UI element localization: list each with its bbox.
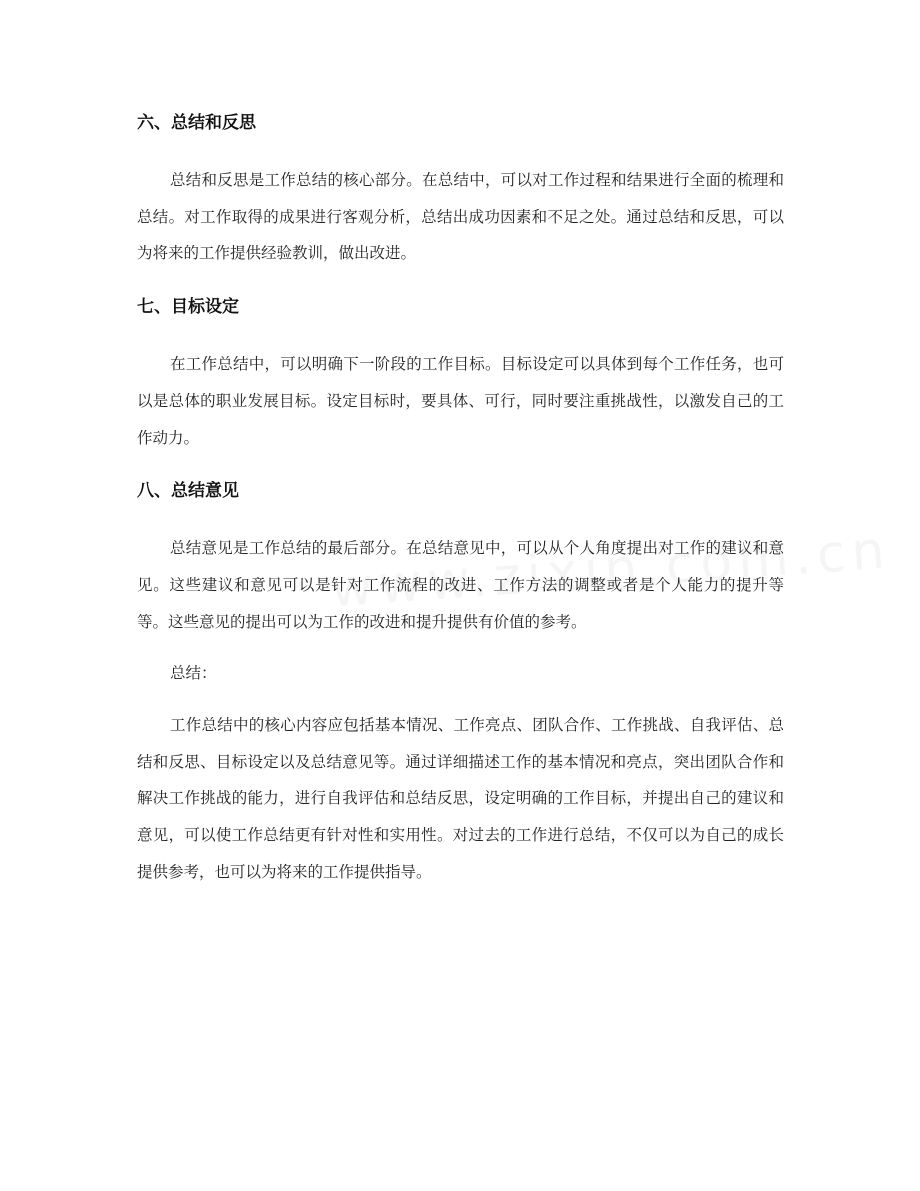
section-heading-8: 八、总结意见 (137, 481, 239, 502)
section-body-8: 总结意见是工作总结的最后部分。在总结意见中，可以从个人角度提出对工作的建议和意见。这些建议和意见可以是针对工作流程的改进、工作方法的调整或者是个人能力的提升等等。这些意见的提出可以为工作的改进和提升提供有价值的参考。 (137, 539, 784, 631)
section-heading-7: 七、目标设定 (137, 297, 239, 318)
section-heading-6: 六、总结和反思 (137, 113, 256, 133)
summary-body: 工作总结中的核心内容应包括基本情况、工作亮点、团队合作、工作挑战、自我评估、总结和反思、目标设定以及总结意见等。通过详细描述工作的基本情况和亮点，突出团队合作和解决工作挑战的能力，进行自我评估和总结反思，设定明确的工作目标，并提出自己的建议和意见，可以使工作总结更有针对性和实用性。对过去的工作进行总结，不仅可以为自己的成长提供参考，也可以为将来的工作提供指导。 (137, 716, 784, 881)
section-body-7: 在工作总结中，可以明确下一阶段的工作目标。目标设定可以具体到每个工作任务，也可以是总体的职业发展目标。设定目标时，要具体、可行，同时要注重挑战性，以激发自己的工作动力。 (137, 355, 784, 447)
summary-label: 总结： (170, 664, 217, 683)
document-content (137, 108, 784, 891)
section-body-6: 总结和反思是工作总结的核心部分。在总结中，可以对工作过程和结果进行全面的梳理和总结。对工作取得的成果进行客观分析，总结出成功因素和不足之处。通过总结和反思，可以为将来的工作提供经验教训，做出改进。 (137, 171, 784, 263)
